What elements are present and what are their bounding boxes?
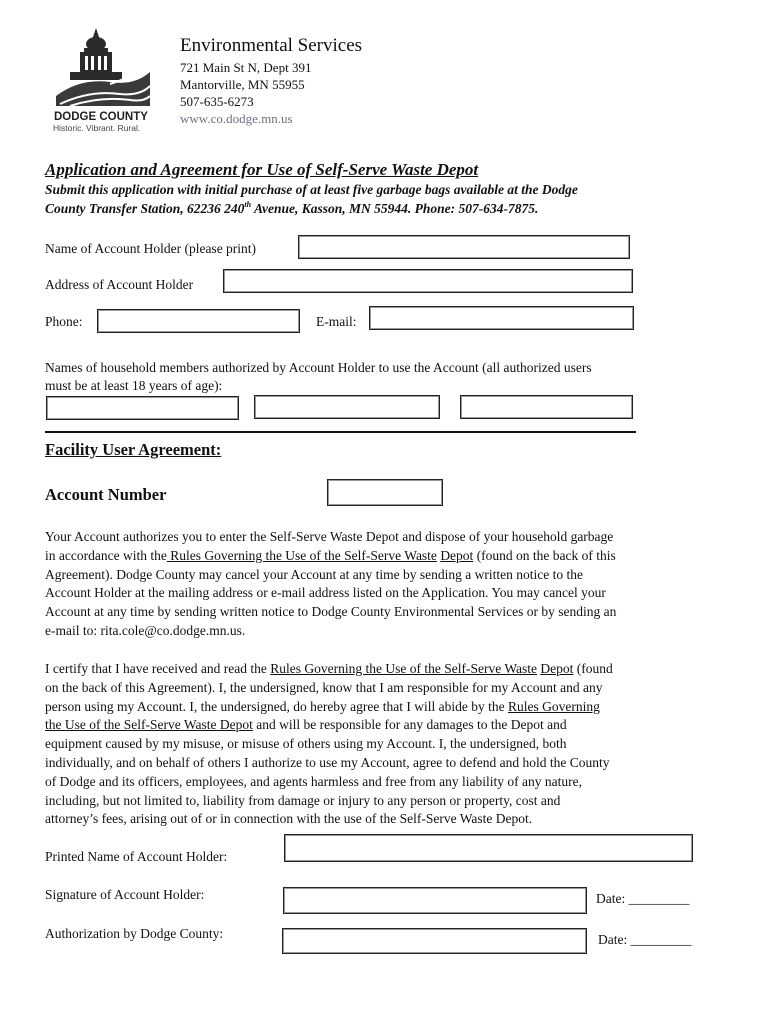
printed-name-input[interactable] [284, 834, 693, 862]
logo-name-text: DODGE COUNTY [54, 111, 148, 123]
account-number-input[interactable] [327, 479, 443, 506]
agreement-paragraph-2: I certify that I have received and read the Rules Governing the Use of the Self-Serve Waste Depot (found on the back of this Agreement). I, the undersigned, know that I am responsible for my Account and any person using my Account. I, the undersigned, do hereby agree that I will abide by the Rules Governing the Use of the Self-Serve Waste Depot and will be responsible for any damages to the Depot and equipment caused by my misuse, or misuse of others using my Account. I, the undersigned, both individually, and on behalf of others I authorize to use my Account, agree to defend and hold the County of Dodge and its officers, employees, and agents harmless and free from any liability of any nature, including, but not limited to, liability from damage or injury to any person or property, cost and attorney’s fees, arising out of or in connection with the use of the Self-Serve Waste Depot. [45, 661, 613, 827]
account-number-label: Account Number [45, 485, 167, 504]
rules-link[interactable]: Rules Governing the Use of the Self-Serve Waste [270, 661, 537, 676]
signature-date: Date: _________ [596, 891, 690, 906]
website-link[interactable]: www.co.dodge.mn.us [180, 111, 293, 126]
agreement-heading: Facility User Agreement: [45, 440, 222, 459]
agreement-paragraph-1: Your Account authorizes you to enter the Self-Serve Waste Depot and dispose of your household garbage in accordance with the Rules Governing the Use of the Self-Serve Waste Depot (found on the back of this Agreement). Dodge County may cancel your Account at any time by sending a written notice to the Account Holder at the mailing address or e-mail address listed on the Application. You may cancel your Account at any time by sending written notice to Dodge County Environmental Services or by sending an e-mail to: rita.cole@co.dodge.mn.us. [45, 529, 617, 638]
authorization-label: Authorization by Dodge County: [45, 926, 224, 941]
authorization-input[interactable] [282, 928, 587, 954]
name-label: Name of Account Holder (please print) [45, 241, 257, 256]
address-input[interactable] [223, 269, 633, 293]
phone-label: Phone: [45, 314, 83, 329]
household-label-1: Names of household members authorized by Account Holder to use the Account (all authorized users [45, 360, 592, 375]
signature-label: Signature of Account Holder: [45, 887, 205, 902]
phone-number: 507-635-6273 [180, 94, 254, 109]
printed-name-label: Printed Name of Account Holder: [45, 849, 228, 864]
logo-tagline-text: Historic. Vibrant. Rural. [53, 123, 141, 133]
household-member-input-3[interactable] [460, 395, 633, 419]
phone-input[interactable] [97, 309, 300, 333]
email-input[interactable] [369, 306, 634, 330]
household-member-input-1[interactable] [46, 396, 239, 420]
rules-link[interactable]: Rules Governing the Use of the Self-Serve Waste [166, 547, 437, 563]
instruction-line-1: Submit this application with initial purchase of at least five garbage bags available at the Dodge [45, 182, 578, 197]
signature-input[interactable] [283, 887, 587, 914]
address-line-1: 721 Main St N, Dept 391 [180, 60, 312, 75]
household-label-2: must be at least 18 years of age): [45, 378, 223, 393]
form-title: Application and Agreement for Use of Self-Serve Waste Depot [45, 160, 479, 179]
dodge-county-logo [50, 20, 158, 135]
email-label: E-mail: [316, 314, 357, 329]
household-member-input-2[interactable] [254, 395, 440, 419]
org-name: Environmental Services [180, 35, 363, 56]
rules-link[interactable]: Rules Governing [508, 698, 600, 714]
instruction-line-2: County Transfer Station, 62236 240th Avenue, Kasson, MN 55944. Phone: 507-634-7875. [45, 200, 539, 216]
section-divider [45, 431, 636, 433]
address-line-2: Mantorville, MN 55955 [180, 77, 305, 92]
name-input[interactable] [298, 235, 630, 259]
address-label: Address of Account Holder [45, 277, 194, 292]
authorization-date: Date: _________ [598, 932, 692, 947]
